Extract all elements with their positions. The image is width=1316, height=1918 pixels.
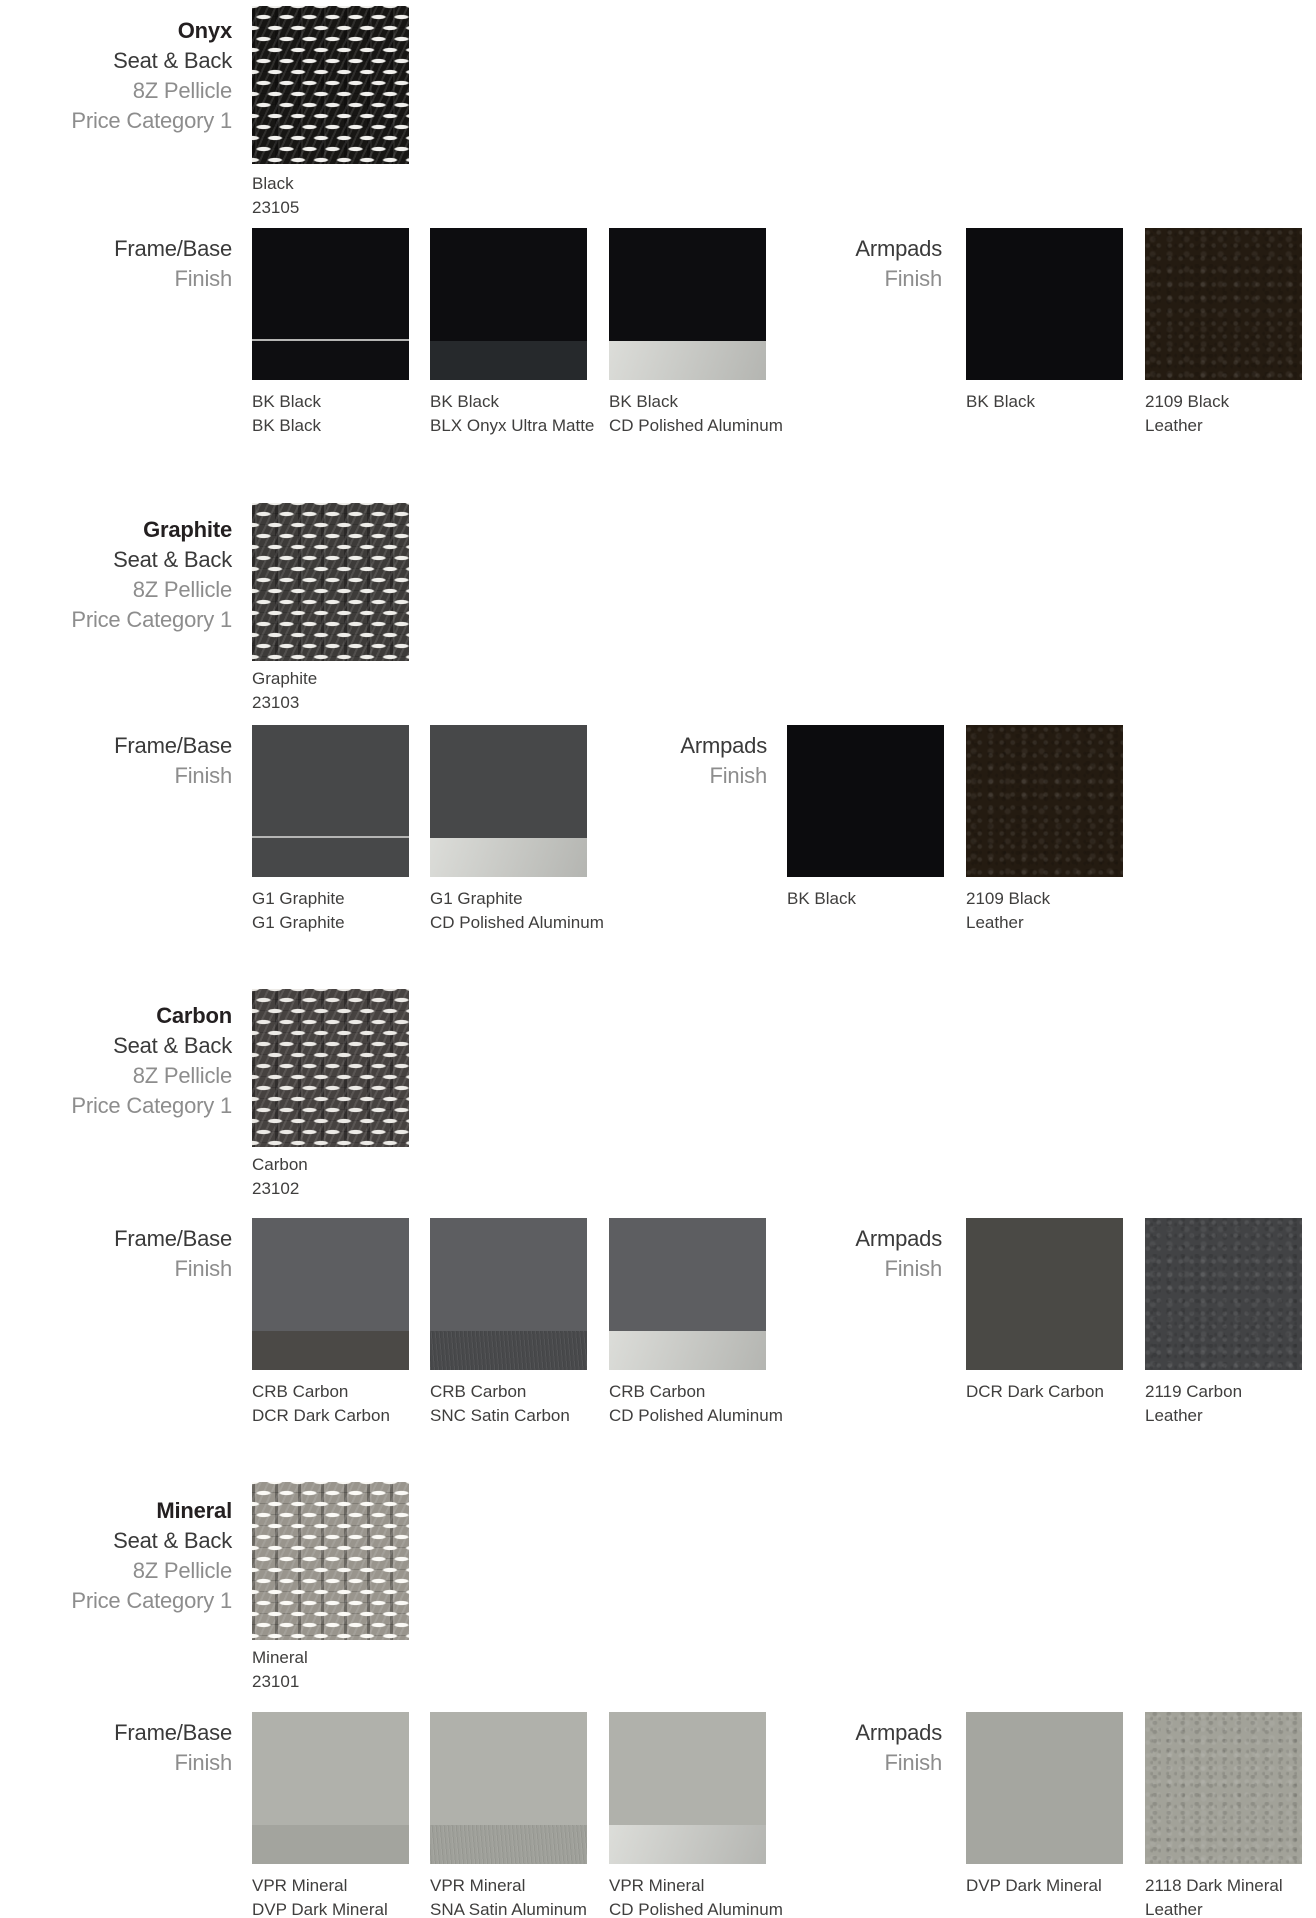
- section-title: Carbon: [156, 1003, 232, 1028]
- frame-base-swatch: [252, 1712, 409, 1864]
- section-subtitle: Seat & Back: [113, 1528, 232, 1553]
- base-finish-color: [252, 341, 409, 380]
- base-finish-name: CD Polished Aluminum: [609, 416, 783, 435]
- frame-finish-color: [252, 228, 409, 341]
- armpad-finish-name: 2109 Black: [1145, 392, 1230, 411]
- material-name: 8Z Pellicle: [132, 1063, 232, 1088]
- frame-finish-name: VPR Mineral: [252, 1876, 348, 1895]
- frame-base-swatch-label: [252, 1380, 430, 1428]
- armpad-finish-name-2: Leather: [966, 913, 1024, 932]
- section-header-carbon: [0, 1001, 232, 1121]
- swatch-code: 23105: [252, 198, 300, 217]
- base-finish-name: CD Polished Aluminum: [609, 1406, 783, 1425]
- armpads-label: Armpads: [680, 733, 767, 758]
- seat-swatch-label: [252, 667, 430, 715]
- frame-finish-color: [430, 1712, 587, 1825]
- seat-back-swatch-mineral: [252, 1482, 409, 1640]
- armpad-swatch-leather: [1145, 228, 1302, 380]
- finish-label: Finish: [884, 266, 942, 291]
- seat-back-swatch-graphite: [252, 503, 409, 661]
- frame-base-swatch: [252, 228, 409, 380]
- frame-base-label: Frame/Base: [114, 733, 232, 758]
- frame-finish-color: [430, 228, 587, 341]
- swatch-code: 23103: [252, 693, 300, 712]
- frame-base-label: Frame/Base: [114, 236, 232, 261]
- frame-finish-name: VPR Mineral: [430, 1876, 526, 1895]
- finish-label: Finish: [884, 1750, 942, 1775]
- frame-base-finish-header: [0, 1718, 232, 1778]
- frame-base-finish-header: [0, 731, 232, 791]
- frame-finish-color: [252, 1712, 409, 1825]
- price-category: Price Category 1: [71, 108, 232, 133]
- base-finish-name: DVP Dark Mineral: [252, 1900, 388, 1918]
- base-finish-color: [252, 1331, 409, 1370]
- frame-base-swatch: [430, 1218, 587, 1370]
- frame-base-swatch-label: [430, 887, 608, 935]
- armpad-swatch-label: [966, 887, 1144, 935]
- armpad-swatch-label: [1145, 1380, 1316, 1428]
- finish-label: Finish: [709, 763, 767, 788]
- finish-label: Finish: [174, 266, 232, 291]
- base-finish-color: [430, 341, 587, 380]
- frame-finish-name: BK Black: [252, 392, 321, 411]
- base-finish-name: BLX Onyx Ultra Matte: [430, 416, 595, 435]
- base-finish-name: CD Polished Aluminum: [609, 1900, 783, 1918]
- armpad-finish-name: 2118 Dark Mineral: [1145, 1876, 1283, 1895]
- armpad-swatch: [966, 1712, 1123, 1864]
- armpads-finish-header: [710, 1224, 942, 1284]
- armpad-swatch: [787, 725, 944, 877]
- armpad-finish-name: BK Black: [787, 889, 856, 908]
- section-subtitle: Seat & Back: [113, 547, 232, 572]
- swatch-code: 23102: [252, 1179, 300, 1198]
- swatch-name: Graphite: [252, 669, 318, 688]
- frame-finish-name: G1 Graphite: [430, 889, 523, 908]
- seat-back-swatch-black: [252, 6, 409, 164]
- swatch-name: Mineral: [252, 1648, 308, 1667]
- section-title: Onyx: [177, 18, 232, 43]
- seat-swatch-label: [252, 172, 430, 220]
- armpad-swatch-leather: [966, 725, 1123, 877]
- armpad-swatch-label: [966, 1874, 1144, 1898]
- armpad-swatch-label: [1145, 390, 1316, 438]
- material-name: 8Z Pellicle: [132, 1558, 232, 1583]
- armpads-finish-header: [710, 234, 942, 294]
- price-category: Price Category 1: [71, 1588, 232, 1613]
- frame-finish-name: CRB Carbon: [252, 1382, 349, 1401]
- price-category: Price Category 1: [71, 1093, 232, 1118]
- frame-finish-name: CRB Carbon: [430, 1382, 527, 1401]
- frame-base-swatch-label: [430, 1380, 608, 1428]
- frame-finish-color: [252, 725, 409, 838]
- armpad-swatch: [966, 228, 1123, 380]
- base-finish-color-satin: [430, 1825, 587, 1864]
- armpads-label: Armpads: [855, 236, 942, 261]
- armpad-finish-name-2: Leather: [1145, 1900, 1203, 1918]
- frame-base-swatch: [252, 725, 409, 877]
- armpad-finish-name: DCR Dark Carbon: [966, 1382, 1104, 1401]
- armpad-swatch-label: [787, 887, 965, 911]
- frame-finish-name: VPR Mineral: [609, 1876, 705, 1895]
- frame-finish-name: G1 Graphite: [252, 889, 345, 908]
- finish-label: Finish: [174, 1750, 232, 1775]
- base-finish-color: [252, 838, 409, 877]
- frame-finish-name: BK Black: [430, 392, 499, 411]
- frame-base-finish-header: [0, 234, 232, 294]
- frame-finish-name: BK Black: [609, 392, 678, 411]
- section-subtitle: Seat & Back: [113, 1033, 232, 1058]
- frame-base-finish-header: [0, 1224, 232, 1284]
- base-finish-color: [252, 1825, 409, 1864]
- frame-base-swatch: [252, 1218, 409, 1370]
- armpads-label: Armpads: [855, 1226, 942, 1251]
- armpad-swatch-label: [1145, 1874, 1316, 1918]
- base-finish-name: SNC Satin Carbon: [430, 1406, 570, 1425]
- armpad-finish-name: BK Black: [966, 392, 1035, 411]
- section-title: Graphite: [143, 517, 232, 542]
- armpads-finish-header: [710, 1718, 942, 1778]
- swatch-name: Carbon: [252, 1155, 308, 1174]
- frame-base-swatch-label: [609, 1380, 787, 1428]
- frame-finish-color: [252, 1218, 409, 1331]
- frame-base-label: Frame/Base: [114, 1226, 232, 1251]
- armpad-finish-name: 2119 Carbon: [1145, 1382, 1243, 1401]
- finish-label: Finish: [174, 1256, 232, 1281]
- swatch-name: Black: [252, 174, 294, 193]
- base-finish-name: G1 Graphite: [252, 913, 345, 932]
- material-name: 8Z Pellicle: [132, 78, 232, 103]
- swatch-divider: [252, 836, 409, 838]
- armpad-swatch-leather: [1145, 1712, 1302, 1864]
- frame-base-label: Frame/Base: [114, 1720, 232, 1745]
- frame-finish-name: CRB Carbon: [609, 1382, 706, 1401]
- frame-base-swatch-label: [252, 1874, 430, 1918]
- frame-base-swatch: [430, 228, 587, 380]
- base-finish-color-polished-aluminum: [609, 1331, 766, 1370]
- armpads-finish-header: [535, 731, 767, 791]
- armpad-swatch-leather: [1145, 1218, 1302, 1370]
- section-header-graphite: [0, 515, 232, 635]
- base-finish-name: CD Polished Aluminum: [430, 913, 604, 932]
- armpad-finish-name-2: Leather: [1145, 1406, 1203, 1425]
- frame-base-swatch-label: [252, 390, 430, 438]
- base-finish-color-polished-aluminum: [609, 1825, 766, 1864]
- armpad-finish-name: 2109 Black: [966, 889, 1051, 908]
- armpad-swatch-label: [966, 390, 1144, 414]
- material-name: 8Z Pellicle: [132, 577, 232, 602]
- armpad-swatch-label: [966, 1380, 1144, 1404]
- seat-back-swatch-carbon: [252, 989, 409, 1147]
- armpad-finish-name: DVP Dark Mineral: [966, 1876, 1102, 1895]
- base-finish-color-polished-aluminum: [609, 341, 766, 380]
- frame-base-swatch-label: [430, 1874, 608, 1918]
- base-finish-color-polished-aluminum: [430, 838, 587, 877]
- seat-swatch-label: [252, 1646, 430, 1694]
- section-header-mineral: [0, 1496, 232, 1616]
- base-finish-name: SNA Satin Aluminum: [430, 1900, 587, 1918]
- base-finish-name: BK Black: [252, 416, 321, 435]
- price-category: Price Category 1: [71, 607, 232, 632]
- swatch-divider: [252, 339, 409, 341]
- armpad-swatch: [966, 1218, 1123, 1370]
- base-finish-name: DCR Dark Carbon: [252, 1406, 390, 1425]
- base-finish-color-satin: [430, 1331, 587, 1370]
- swatch-code: 23101: [252, 1672, 300, 1691]
- section-subtitle: Seat & Back: [113, 48, 232, 73]
- finish-label: Finish: [884, 1256, 942, 1281]
- frame-finish-color: [430, 1218, 587, 1331]
- finish-label: Finish: [174, 763, 232, 788]
- seat-swatch-label: [252, 1153, 430, 1201]
- section-title: Mineral: [156, 1498, 232, 1523]
- armpad-finish-name-2: Leather: [1145, 416, 1203, 435]
- frame-base-swatch-label: [609, 1874, 787, 1918]
- frame-base-swatch-label: [252, 887, 430, 935]
- armpads-label: Armpads: [855, 1720, 942, 1745]
- frame-base-swatch: [430, 1712, 587, 1864]
- frame-base-swatch-label: [609, 390, 787, 438]
- frame-base-swatch-label: [430, 390, 608, 438]
- section-header-onyx: [0, 16, 232, 136]
